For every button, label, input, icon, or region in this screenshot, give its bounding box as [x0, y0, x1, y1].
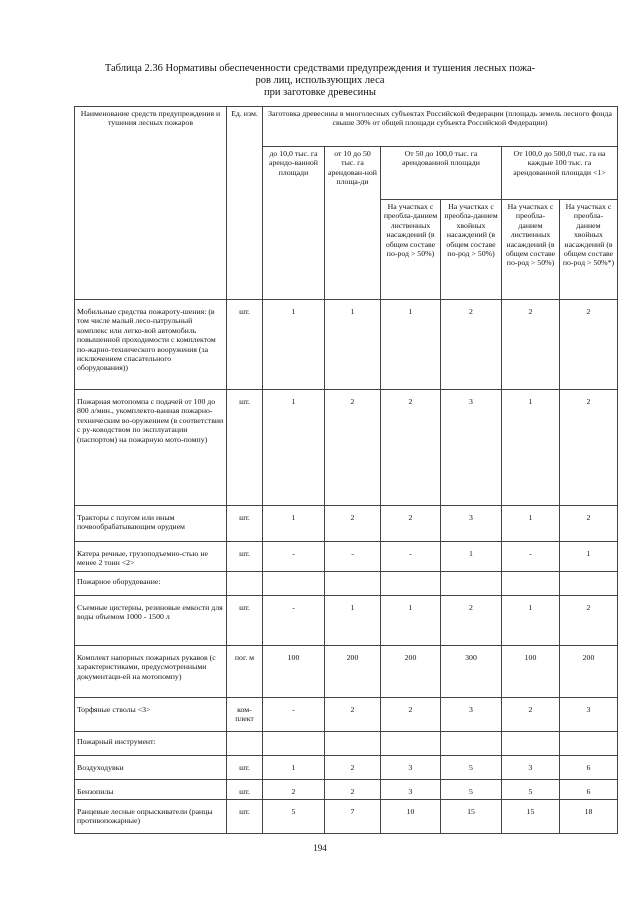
- row-value: 1: [381, 596, 441, 646]
- row-unit: пог. м: [227, 646, 263, 698]
- header-sub-3a: На участках с преобла-данием лиственных насаждений (в общем составе по-род > 50%): [381, 200, 441, 300]
- row-name: Комплект напорных пожарных рукавов (с характеристиками, предусмотренными документаци-ей на мотопомпу): [75, 646, 227, 698]
- row-value: 2: [325, 390, 381, 506]
- table-row: [75, 800, 618, 834]
- row-value: -: [263, 542, 325, 572]
- row-unit: шт.: [227, 300, 263, 390]
- header-sub-2: от 10 до 50 тыс. га арендован-ной площа-ди: [325, 147, 381, 300]
- row-value: [381, 572, 441, 596]
- row-value: 1: [441, 542, 502, 572]
- row-value: 2: [381, 698, 441, 732]
- header-sub-4a: На участках с преобла-данием лиственных насаждений (в общем составе по-род > 50%): [502, 200, 560, 300]
- row-value: 2: [325, 756, 381, 780]
- row-value: 200: [325, 646, 381, 698]
- row-value: 2: [560, 390, 618, 506]
- row-value: -: [381, 542, 441, 572]
- row-name: Тракторы с плугом или иным почвообрабатывающим орудием: [75, 506, 227, 542]
- row-value: [502, 732, 560, 756]
- caption-line-2: ров лиц, использующих леса: [255, 75, 385, 86]
- row-value: 3: [381, 756, 441, 780]
- row-name: Бензопилы: [75, 780, 227, 800]
- row-value: 2: [502, 300, 560, 390]
- row-unit: шт.: [227, 596, 263, 646]
- caption-line-3: при заготовке древесины: [264, 87, 376, 98]
- row-value: 2: [325, 780, 381, 800]
- row-name: Мобильные средства пожароту-шения: (в том числе малый лесо-патрульный комплекс или легко-вой автомобиль повышенной проходимости с комплектом по-жарно-технического вооружения (за исключением спасательного оборудования)): [75, 300, 227, 390]
- row-value: [381, 732, 441, 756]
- row-value: 200: [560, 646, 618, 698]
- table-body: [75, 300, 618, 834]
- row-name: Катера речные, грузоподъемно-стью не менее 2 тонн <2>: [75, 542, 227, 572]
- header-unit: Ед. изм.: [227, 107, 263, 300]
- row-value: 300: [441, 646, 502, 698]
- row-name: Съемные цистерны, резиновые емкости для воды объемом 1000 - 1500 л: [75, 596, 227, 646]
- table-row: [75, 596, 618, 646]
- row-value: 100: [263, 646, 325, 698]
- row-value: 15: [441, 800, 502, 834]
- row-value: 2: [441, 596, 502, 646]
- row-value: 1: [263, 300, 325, 390]
- row-value: 18: [560, 800, 618, 834]
- row-value: 5: [441, 780, 502, 800]
- table-row: [75, 698, 618, 732]
- row-name: Воздуходувки: [75, 756, 227, 780]
- header-sub-4b: На участках с преобла-данием хвойных насаждений (в общем составе по-род > 50%*): [560, 200, 618, 300]
- table-row: [75, 300, 618, 390]
- row-value: -: [325, 542, 381, 572]
- row-value: -: [502, 542, 560, 572]
- row-value: 2: [502, 698, 560, 732]
- row-value: 1: [502, 390, 560, 506]
- row-value: [325, 732, 381, 756]
- table-section-row: [75, 572, 618, 596]
- row-name: Пожарная мотопомпа с подачей от 100 до 800 л/мин., укомплекто-ванная пожарно-техническим во-оружением (в соответствии с ру-ководством по эксплуатации (паспортом) на пожарную мото-помпу): [75, 390, 227, 506]
- row-value: 1: [263, 390, 325, 506]
- row-value: 2: [560, 596, 618, 646]
- row-value: 5: [263, 800, 325, 834]
- row-value: -: [263, 698, 325, 732]
- row-value: 3: [441, 506, 502, 542]
- row-value: 7: [325, 800, 381, 834]
- row-value: 3: [441, 698, 502, 732]
- row-value: 6: [560, 756, 618, 780]
- row-value: 15: [502, 800, 560, 834]
- row-value: 1: [263, 756, 325, 780]
- section-label: Пожарный инструмент:: [75, 732, 227, 756]
- row-value: 2: [381, 506, 441, 542]
- section-label: Пожарное оборудование:: [75, 572, 227, 596]
- row-value: 1: [502, 596, 560, 646]
- table-row: [75, 542, 618, 572]
- row-unit: шт.: [227, 542, 263, 572]
- row-value: 2: [560, 300, 618, 390]
- row-value: 5: [441, 756, 502, 780]
- row-unit: шт.: [227, 390, 263, 506]
- row-value: 10: [381, 800, 441, 834]
- row-value: 6: [560, 780, 618, 800]
- page-number: 194: [313, 843, 327, 853]
- norms-table: [74, 106, 618, 834]
- row-value: 2: [441, 300, 502, 390]
- row-unit: шт.: [227, 800, 263, 834]
- row-value: 1: [325, 300, 381, 390]
- row-name: Торфяные стволы <3>: [75, 698, 227, 732]
- row-value: 2: [325, 698, 381, 732]
- row-value: 3: [502, 756, 560, 780]
- table-row: [75, 780, 618, 800]
- header-group: Заготовка древесины в многолесных субъектах Российской Федерации (площадь земель лесного фонда свыше 30% от общей площади субъекта Российской Федерации): [263, 107, 618, 147]
- table-row: [75, 390, 618, 506]
- table-caption: [60, 63, 580, 99]
- row-value: 1: [560, 542, 618, 572]
- row-value: -: [263, 596, 325, 646]
- row-value: [502, 572, 560, 596]
- row-value: 1: [502, 506, 560, 542]
- row-value: 3: [381, 780, 441, 800]
- row-value: 2: [381, 390, 441, 506]
- row-unit: шт.: [227, 506, 263, 542]
- row-unit: ком-плект: [227, 698, 263, 732]
- table-row: [75, 756, 618, 780]
- row-value: [263, 732, 325, 756]
- header-sub-4: От 100,0 до 500,0 тыс. га на каждые 100 тыс. га арендованной площади <1>: [502, 147, 618, 200]
- table-row: [75, 646, 618, 698]
- row-value: 5: [502, 780, 560, 800]
- row-value: 2: [560, 506, 618, 542]
- header-sub-3b: На участках с преобла-данием хвойных насаждений (в общем составе по-род > 50%): [441, 200, 502, 300]
- table-row: [75, 506, 618, 542]
- header-sub-3: От 50 до 100,0 тыс. га арендованной площади: [381, 147, 502, 200]
- row-value: 200: [381, 646, 441, 698]
- row-value: 1: [325, 596, 381, 646]
- row-name: Ранцевые лесные опрыскиватели (ранцы противопожарные): [75, 800, 227, 834]
- row-value: 1: [381, 300, 441, 390]
- row-value: [441, 572, 502, 596]
- header-name: Наименование средств предупреждения и тушения лесных пожаров: [75, 107, 227, 300]
- row-value: [263, 572, 325, 596]
- row-value: 3: [441, 390, 502, 506]
- row-value: 2: [263, 780, 325, 800]
- row-unit: шт.: [227, 780, 263, 800]
- row-value: 1: [263, 506, 325, 542]
- row-value: 2: [325, 506, 381, 542]
- row-value: [560, 732, 618, 756]
- row-unit: [227, 732, 263, 756]
- table-section-row: [75, 732, 618, 756]
- row-value: [560, 572, 618, 596]
- row-unit: [227, 572, 263, 596]
- header-sub-1: до 10,0 тыс. га арендо-ванной площади: [263, 147, 325, 300]
- caption-line-1: Таблица 2.36 Нормативы обеспеченности средствами предупреждения и тушения лесных пожа-: [104, 63, 536, 74]
- row-unit: шт.: [227, 756, 263, 780]
- row-value: [325, 572, 381, 596]
- row-value: 100: [502, 646, 560, 698]
- row-value: [441, 732, 502, 756]
- row-value: 3: [560, 698, 618, 732]
